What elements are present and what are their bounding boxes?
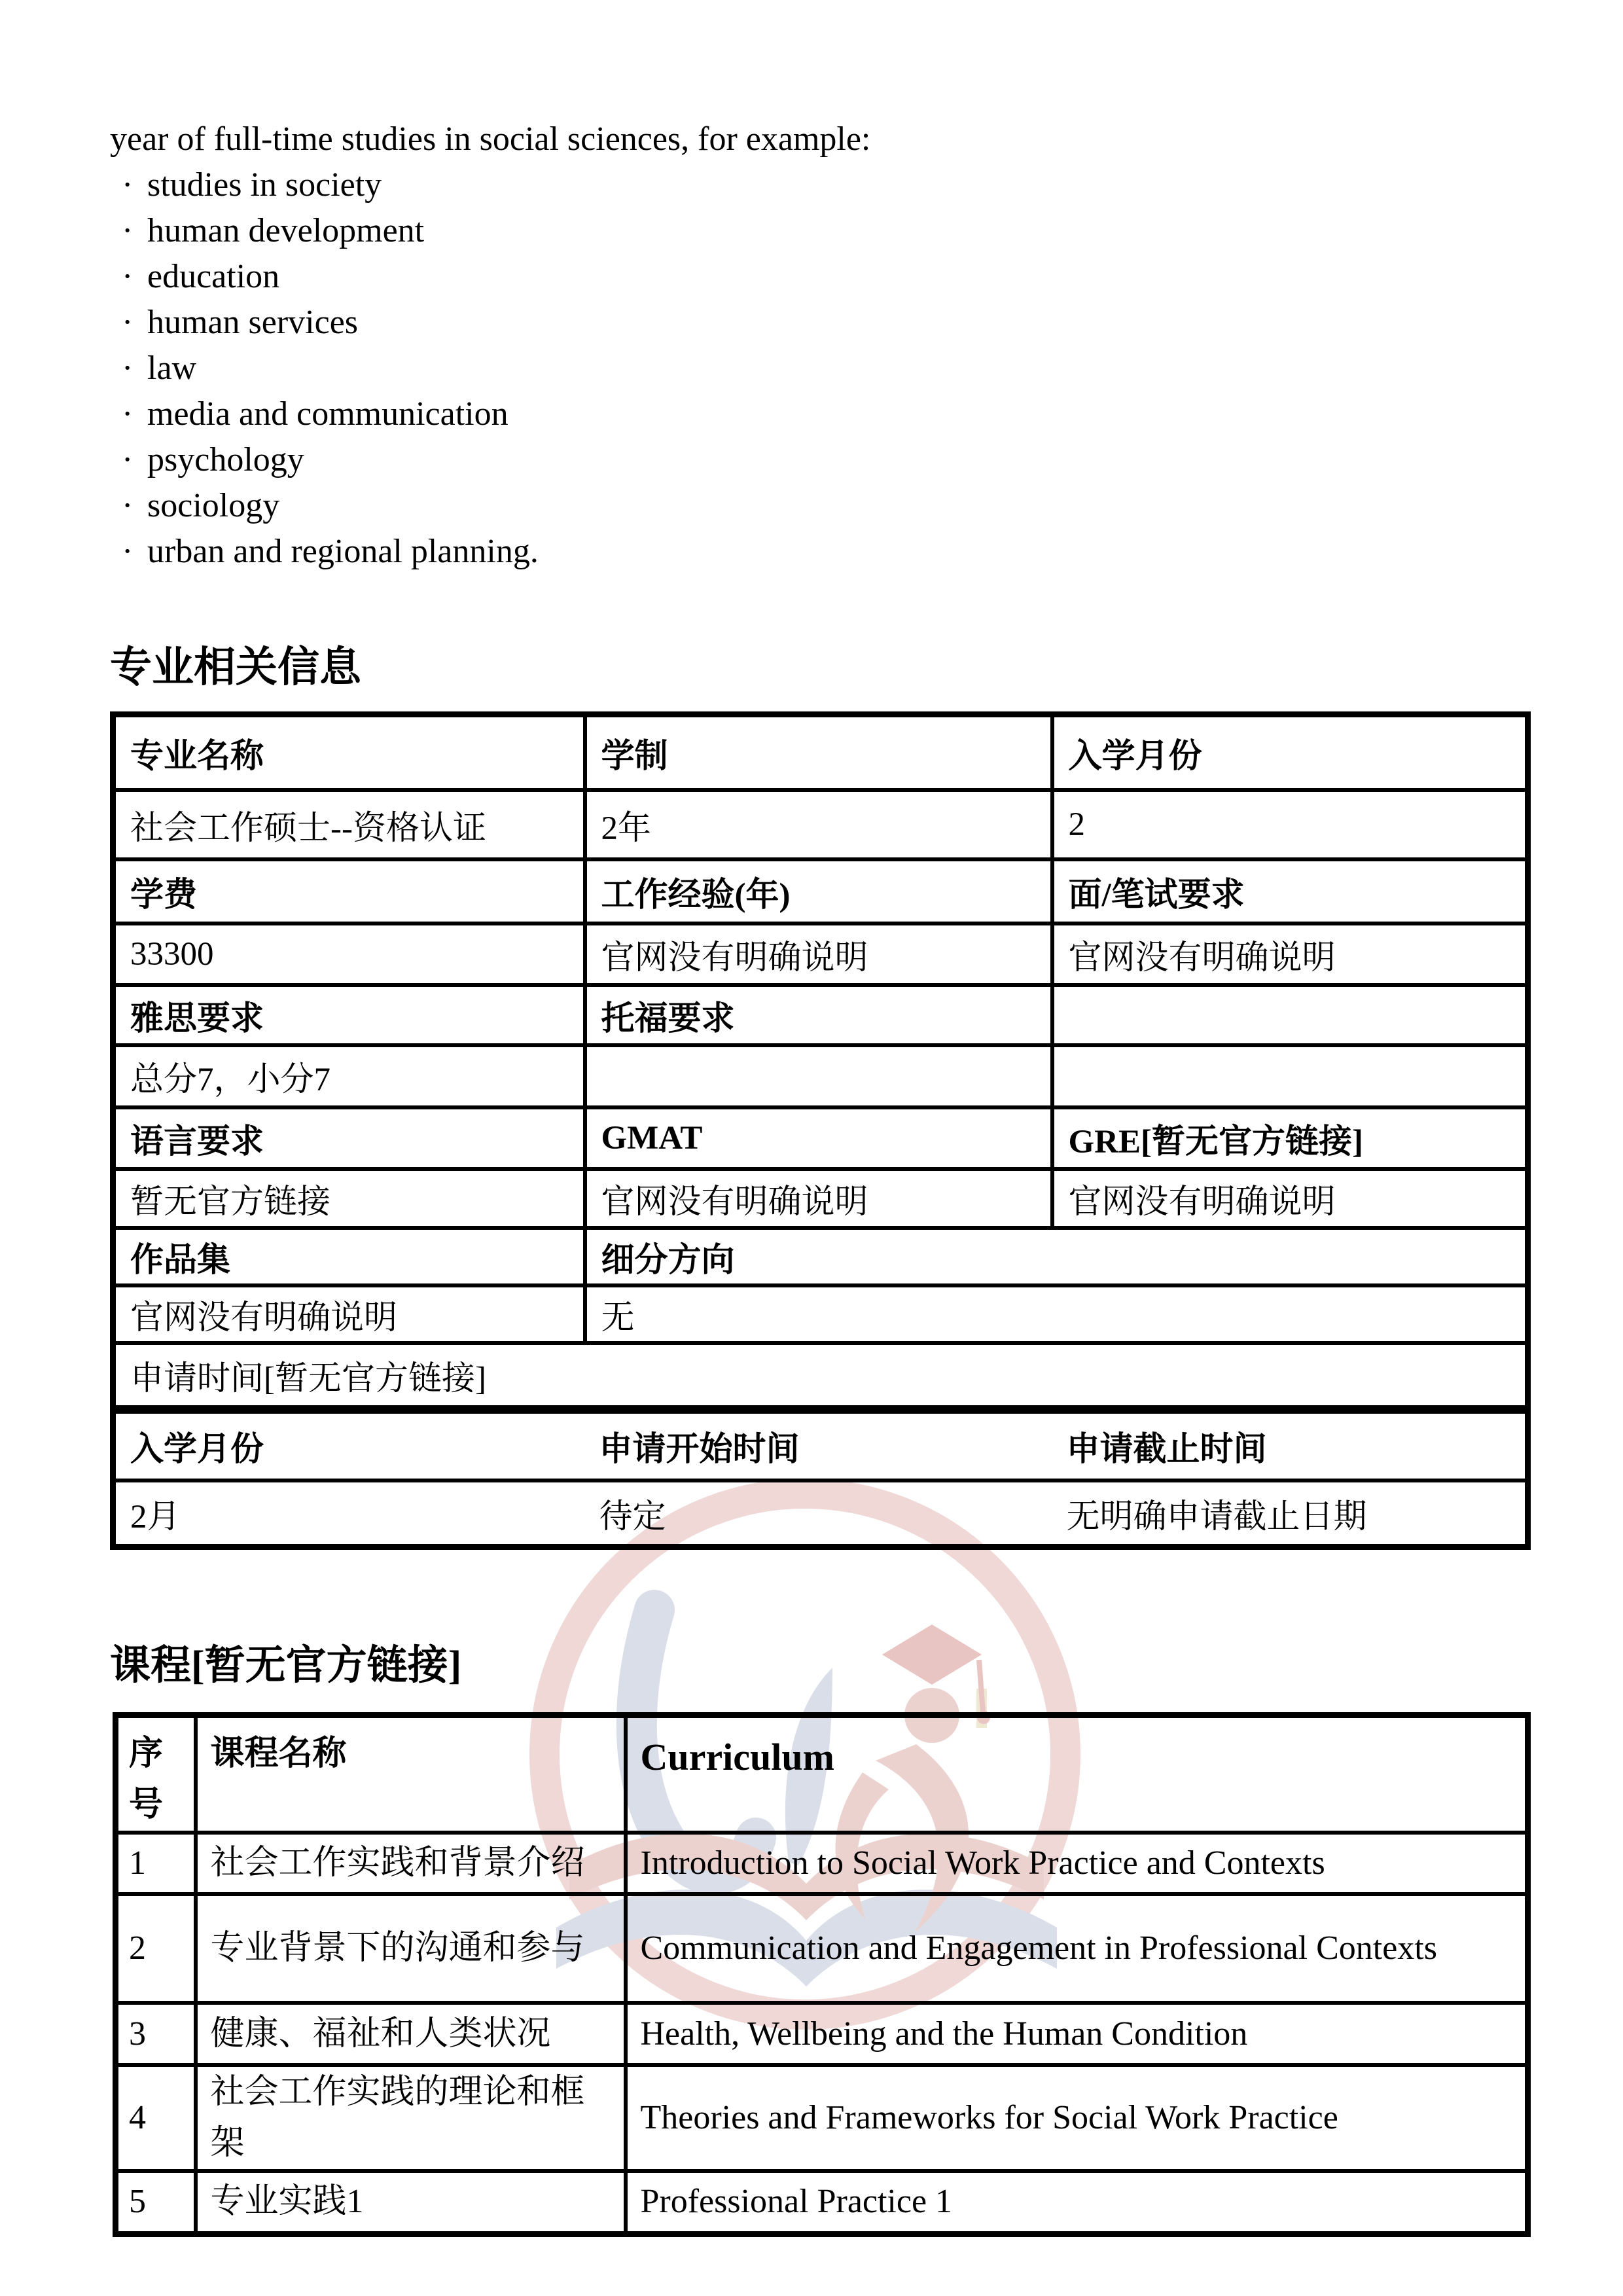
table-cell: 申请开始时间 [585,1410,1052,1480]
table-cell: 官网没有明确说明 [113,1285,585,1343]
bullet-text: human services [147,304,359,341]
bullet-text: media and communication [147,395,508,433]
table-cell: 专业名称 [113,715,585,790]
bullet-text: human development [147,212,425,249]
column-header-index: 序号 [116,1715,196,1833]
list-item [110,208,870,254]
table-cell: 入学月份 [1052,715,1528,790]
bullet-dot: · [122,441,134,478]
table-row [113,985,1528,1045]
table-cell: 2年 [585,790,1052,859]
course-index: 4 [116,2065,196,2171]
bullet-dot: · [122,350,134,387]
table-row [113,1107,1528,1169]
table-cell: 官网没有明确说明 [585,1169,1052,1228]
table-cell: 暂无官方链接 [113,1169,585,1228]
bullet-dot: · [122,395,134,433]
bullet-text: urban and regional planning. [147,533,539,570]
table-cell: 官网没有明确说明 [1052,1169,1528,1228]
bullet-text: psychology [147,441,304,478]
bullet-list [110,162,870,575]
bullet-dot: · [122,166,134,204]
column-header-course-name: 课程名称 [196,1715,626,1833]
course-row [116,2171,1528,2234]
course-name-en: Theories and Frameworks for Social Work Practice [626,2065,1528,2171]
table-cell: 官网没有明确说明 [1052,924,1528,985]
table-header-row [116,1715,1528,1833]
list-item [110,391,870,437]
list-item [110,254,870,300]
course-name-cn: 专业实践1 [196,2171,626,2234]
table-cell: 学费 [113,859,585,924]
courses-table [113,1712,1531,2237]
table-cell: 待定 [585,1480,1052,1547]
course-row [116,1894,1528,2003]
course-row [116,2003,1528,2065]
table-cell: 官网没有明确说明 [585,924,1052,985]
bullet-text: studies in society [147,166,382,204]
table-cell: 社会工作硕士--资格认证 [113,790,585,859]
table-cell [1052,1045,1528,1107]
bullet-dot: · [122,212,134,249]
list-item [110,346,870,391]
table-cell: 申请截止时间 [1052,1410,1528,1480]
table-cell: 2月 [113,1480,585,1547]
bullet-dot: · [122,487,134,524]
table-cell: GRE[暂无官方链接] [1052,1107,1528,1169]
course-name-en: Communication and Engagement in Professional Contexts [626,1894,1528,2003]
table-row [113,924,1528,985]
course-name-en: Introduction to Social Work Practice and Contexts [626,1833,1528,1894]
table-cell: 工作经验(年) [585,859,1052,924]
table-cell: 细分方向 [585,1228,1528,1285]
course-name-cn: 社会工作实践的理论和框架 [196,2065,626,2171]
intro-paragraph: year of full-time studies in social sciences, for example: [110,120,871,158]
bullet-text: sociology [147,487,280,524]
course-name-cn: 专业背景下的沟通和参与 [196,1894,626,2003]
course-row [116,2065,1528,2171]
table-cell: 33300 [113,924,585,985]
table-row [113,1169,1528,1228]
bullet-dot: · [122,258,134,295]
course-name-cn: 健康、福祉和人类状况 [196,2003,626,2065]
table-cell: 入学月份 [113,1410,585,1480]
section-heading-program-info: 专业相关信息 [110,644,361,691]
table-cell: 雅思要求 [113,985,585,1045]
table-cell: 2 [1052,790,1528,859]
table-row [113,1228,1528,1285]
table-cell: 语言要求 [113,1107,585,1169]
table-cell: 无明确申请截止日期 [1052,1480,1528,1547]
table-row-schedule-values [113,1480,1528,1547]
course-row [116,1833,1528,1894]
table-row [113,1285,1528,1343]
column-header-curriculum: Curriculum [626,1715,1528,1833]
table-cell: 总分7，小分7 [113,1045,585,1107]
table-row [113,1343,1528,1410]
course-name-en: Health, Wellbeing and the Human Condition [626,2003,1528,2065]
course-index: 1 [116,1833,196,1894]
program-info-table [110,711,1531,1550]
list-item [110,162,870,208]
table-cell: 申请时间[暂无官方链接] [113,1343,1528,1410]
table-cell: 无 [585,1285,1528,1343]
table-cell: 面/笔试要求 [1052,859,1528,924]
bullet-dot: · [122,533,134,570]
course-name-en: Professional Practice 1 [626,2171,1528,2234]
bullet-text: education [147,258,280,295]
table-cell: 作品集 [113,1228,585,1285]
table-row [113,1045,1528,1107]
intro-block [110,117,870,575]
table-cell: GMAT [585,1107,1052,1169]
course-index: 2 [116,1894,196,2003]
table-cell: 托福要求 [585,985,1052,1045]
table-row-schedule-header [113,1410,1528,1480]
table-cell: 学制 [585,715,1052,790]
bullet-text: law [147,350,197,387]
course-index: 3 [116,2003,196,2065]
bullet-dot: · [122,304,134,341]
table-row [113,715,1528,790]
table-row [113,859,1528,924]
list-item [110,300,870,346]
table-cell [1052,985,1528,1045]
list-item [110,483,870,529]
table-cell [585,1045,1052,1107]
table-row [113,790,1528,859]
list-item [110,437,870,483]
course-name-cn: 社会工作实践和背景介绍 [196,1833,626,1894]
list-item [110,529,870,575]
section-heading-curriculum: 课程[暂无官方链接] [110,1643,462,1688]
course-index: 5 [116,2171,196,2234]
